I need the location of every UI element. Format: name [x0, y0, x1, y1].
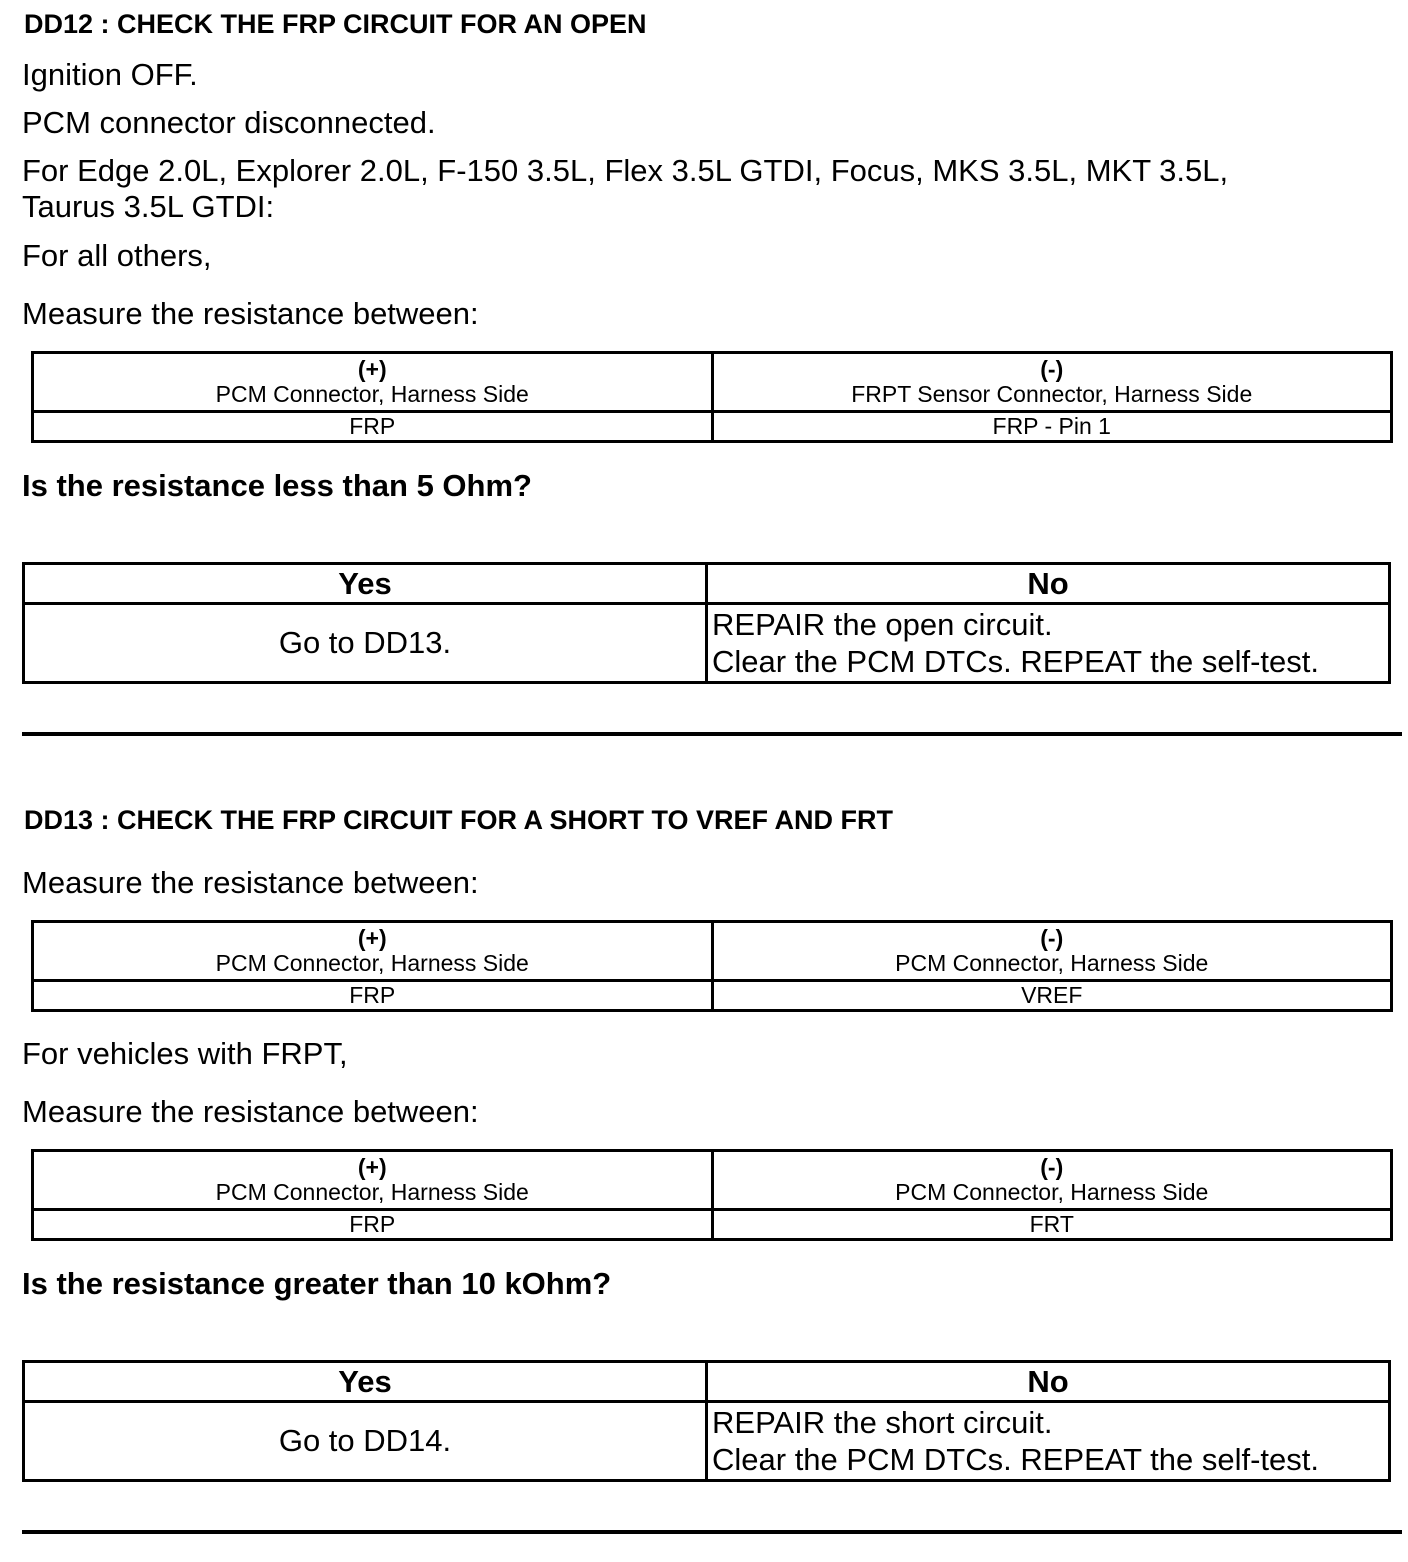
- dd12-ignition-off: Ignition OFF.: [22, 57, 198, 92]
- section-divider-bottom: [22, 1530, 1402, 1534]
- dd13-t2-neg-header-cell: [712, 1151, 1392, 1210]
- dd13-yes-header: Yes: [24, 1362, 707, 1402]
- dd13-yes-action: Go to DD14.: [24, 1402, 707, 1481]
- positive-label: (+): [357, 356, 387, 382]
- dd13-t1-pos-header-cell: [33, 922, 713, 981]
- dd13-question: Is the resistance greater than 10 kOhm?: [22, 1266, 612, 1301]
- negative-header: PCM Connector, Harness Side: [895, 1179, 1209, 1205]
- dd13-no-action-line2: Clear the PCM DTCs. REPEAT the self-test.: [712, 1442, 1319, 1477]
- negative-label: (-): [1040, 356, 1064, 382]
- negative-label: (-): [1040, 1154, 1064, 1180]
- negative-header: PCM Connector, Harness Side: [895, 950, 1209, 976]
- dd12-heading: DD12 : CHECK THE FRP CIRCUIT FOR AN OPEN: [24, 9, 647, 39]
- negative-header: FRPT Sensor Connector, Harness Side: [851, 381, 1253, 407]
- positive-header: PCM Connector, Harness Side: [215, 1179, 529, 1205]
- dd12-yes-action: Go to DD13.: [24, 604, 707, 683]
- dd12-question: Is the resistance less than 5 Ohm?: [22, 468, 532, 503]
- dd13-t2-pos-value: FRP: [33, 1210, 713, 1240]
- dd12-neg-value: FRP - Pin 1: [712, 412, 1392, 442]
- dd13-t2-pos-header-cell: [33, 1151, 713, 1210]
- dd12-measurement-table: [31, 351, 1393, 443]
- dd13-measure-instruction: Measure the resistance between:: [22, 865, 479, 900]
- dd13-no-action: [707, 1402, 1390, 1481]
- dd12-no-action-line1: REPAIR the open circuit.: [712, 607, 1053, 642]
- negative-label: (-): [1040, 925, 1064, 951]
- dd12-pos-header-cell: [33, 353, 713, 412]
- dd12-pos-value: FRP: [33, 412, 713, 442]
- dd13-no-action-line1: REPAIR the short circuit.: [712, 1405, 1053, 1440]
- dd13-frpt-condition: For vehicles with FRPT,: [22, 1036, 348, 1071]
- dd13-measurement-table-frt: [31, 1149, 1393, 1241]
- dd13-t2-neg-value: FRT: [712, 1210, 1392, 1240]
- positive-header: PCM Connector, Harness Side: [215, 950, 529, 976]
- dd12-vehicle-list-line2: Taurus 3.5L GTDI:: [22, 189, 275, 224]
- dd13-measurement-table-vref: [31, 920, 1393, 1012]
- dd13-t1-neg-header-cell: [712, 922, 1392, 981]
- section-divider: [22, 732, 1402, 736]
- dd12-pcm-disconnected: PCM connector disconnected.: [22, 105, 436, 140]
- dd12-answer-table: [22, 562, 1391, 684]
- dd12-vehicle-list-line1: For Edge 2.0L, Explorer 2.0L, F-150 3.5L, Flex 3.5L GTDI, Focus, MKS 3.5L, MKT 3.5L,: [22, 153, 1229, 188]
- dd12-no-action: [707, 604, 1390, 683]
- positive-label: (+): [357, 925, 387, 951]
- dd13-heading: DD13 : CHECK THE FRP CIRCUIT FOR A SHORT TO VREF AND FRT: [24, 805, 894, 835]
- positive-label: (+): [357, 1154, 387, 1180]
- dd13-no-header: No: [707, 1362, 1390, 1402]
- dd12-all-others: For all others,: [22, 238, 212, 273]
- positive-header: PCM Connector, Harness Side: [215, 381, 529, 407]
- dd13-measure-instruction-2: Measure the resistance between:: [22, 1094, 479, 1129]
- dd13-answer-table: [22, 1360, 1391, 1482]
- dd12-vehicle-list: [22, 153, 1228, 225]
- dd12-yes-header: Yes: [24, 564, 707, 604]
- dd12-no-header: No: [707, 564, 1390, 604]
- dd12-neg-header-cell: [712, 353, 1392, 412]
- dd12-no-action-line2: Clear the PCM DTCs. REPEAT the self-test.: [712, 644, 1319, 679]
- dd13-t1-pos-value: FRP: [33, 981, 713, 1011]
- dd12-measure-instruction: Measure the resistance between:: [22, 296, 479, 331]
- dd13-t1-neg-value: VREF: [712, 981, 1392, 1011]
